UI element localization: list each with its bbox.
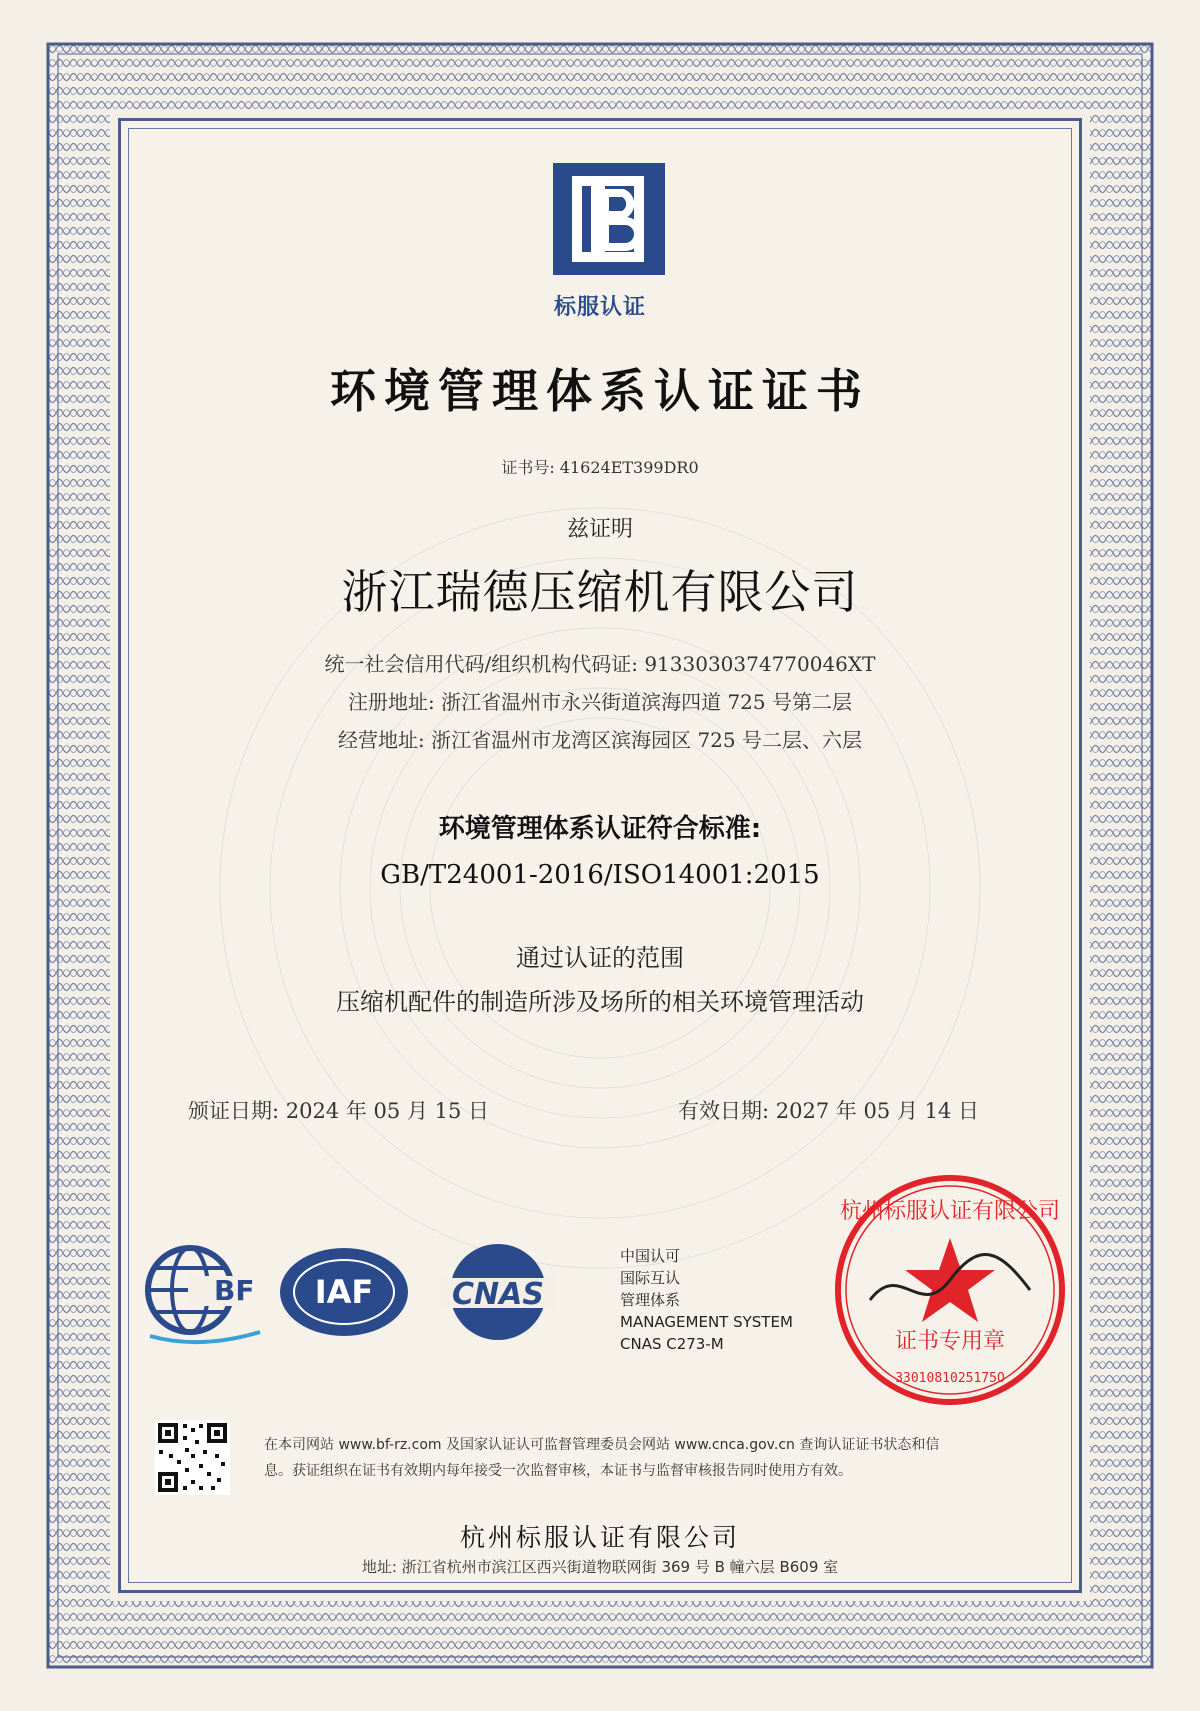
issue-date: 颁证日期: 2024 年 05 月 15 日	[188, 1099, 490, 1123]
issuer-name: 杭州标服认证有限公司	[459, 1523, 740, 1552]
standard-title: 环境管理体系认证符合标准:	[438, 814, 762, 844]
accred-line: 中国认可	[620, 1247, 681, 1265]
accred-line: MANAGEMENT SYSTEM	[620, 1313, 793, 1331]
qr-code	[155, 1420, 230, 1495]
expiry-date: 有效日期: 2027 年 05 月 14 日	[678, 1099, 980, 1123]
notice-line: 息。获证组织在证书有效期内每年接受一次监督审核，本证书与监督审核报告同时使用方有效。	[264, 1463, 852, 1479]
brand-logo	[553, 163, 665, 275]
company-seal	[830, 1170, 1070, 1410]
svg-text:3301081025175O: 3301081025175O	[895, 1371, 1005, 1386]
business-address: 经营地址: 浙江省温州市龙湾区滨海园区 725 号二层、六层	[338, 728, 862, 752]
credit-code: 统一社会信用代码/组织机构代码证: 9133030374770046XT	[324, 652, 876, 676]
company-name: 浙江瑞德压缩机有限公司	[341, 565, 859, 619]
svg-text:CNAS: CNAS	[452, 1277, 544, 1312]
svg-text:IAF: IAF	[314, 1273, 374, 1311]
cnas-accreditation-text	[620, 1245, 793, 1355]
svg-text:BF: BF	[214, 1274, 255, 1307]
accreditation-logos	[140, 1240, 600, 1350]
svg-text:证书专用章: 证书专用章	[894, 1329, 1006, 1354]
accred-line: 管理体系	[620, 1291, 681, 1309]
certificate-title: 环境管理体系认证证书	[330, 364, 870, 418]
accred-line: 国际互认	[620, 1269, 681, 1287]
issuer-address: 地址: 浙江省杭州市滨江区西兴街道物联网街 369 号 B 幢六层 B609 室	[361, 1558, 839, 1576]
standard-value: GB/T24001-2016/ISO14001:2015	[380, 860, 820, 890]
hereby-certify-text: 兹证明	[566, 517, 633, 542]
svg-text:杭州标服认证有限公司: 杭州标服认证有限公司	[839, 1199, 1061, 1224]
notice-line: 在本司网站 www.bf-rz.com 及国家认证认可监督管理委员会网站 www.cnca.gov.cn 查询认证证书状态和信	[264, 1437, 940, 1453]
registered-address: 注册地址: 浙江省温州市永兴街道滨海四道 725 号第二层	[348, 690, 852, 714]
b-letter-icon	[553, 163, 665, 275]
brand-logo-text: 标服认证	[553, 295, 646, 320]
scope-title: 通过认证的范围	[516, 944, 684, 972]
accred-line: CNAS C273-M	[620, 1335, 724, 1353]
scope-value: 压缩机配件的制造所涉及场所的相关环境管理活动	[336, 988, 864, 1016]
certificate-number: 证书号: 41624ET399DR0	[501, 458, 699, 477]
verification-notice	[264, 1432, 1054, 1484]
